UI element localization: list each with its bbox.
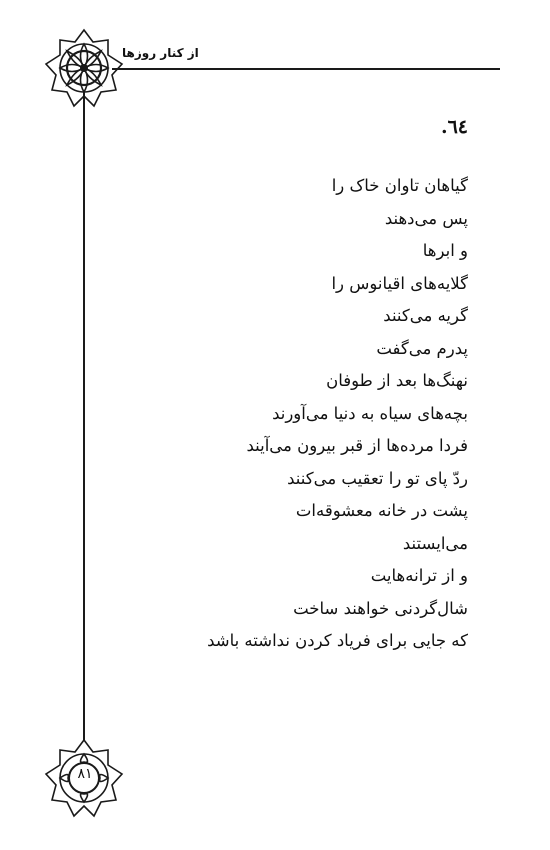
poem-line: می‌ایستند xyxy=(402,533,468,553)
header-rule xyxy=(112,68,500,70)
poem-line: گلایه‌های اقیانوس را xyxy=(331,273,468,293)
poem-line: گریه می‌کنند xyxy=(383,306,468,325)
poem-line: پشت در خانه معشوقه‌ات xyxy=(295,501,468,520)
poem-line: که جایی برای فریاد کردن نداشته باشد xyxy=(207,631,468,650)
poem-line: گیاهان تاوان خاک را xyxy=(331,176,468,195)
poem-line: نهنگ‌ها بعد از طوفان xyxy=(326,371,468,390)
poem-line: بچه‌های سیاه به دنیا می‌آورند xyxy=(272,403,468,423)
poem-body xyxy=(108,170,468,658)
poem-line: پس می‌دهند xyxy=(384,208,468,228)
poem-line: شال‌گردنی خواهند ساخت xyxy=(293,598,468,618)
poem-line: فردا مرده‌ها از قبر بیرون می‌آیند xyxy=(246,436,468,455)
poem-number: .٦٤ xyxy=(440,116,468,138)
running-title: از کنار روزها xyxy=(122,46,199,60)
poem-line: و از ترانه‌هایت xyxy=(370,566,468,585)
poem-line: و ابرها xyxy=(422,241,468,260)
poem-line: ردّ پای تو را تعقیب می‌کنند xyxy=(287,468,468,488)
margin-rule xyxy=(83,92,85,742)
poem-line: پدرم می‌گفت xyxy=(376,338,468,358)
page-number: ٨١ xyxy=(77,766,93,782)
